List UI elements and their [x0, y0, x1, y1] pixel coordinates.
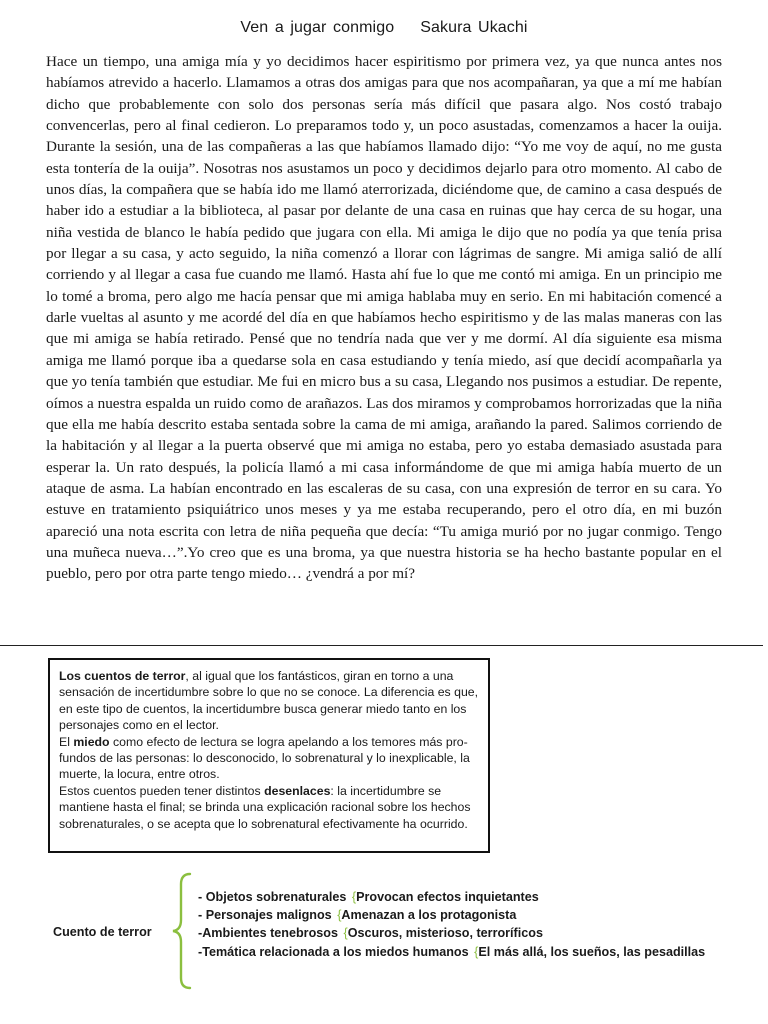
- scheme-item-description: Provocan efectos inquietantes: [356, 890, 539, 904]
- mini-brace-icon: {: [351, 890, 357, 904]
- scheme-item-prefix: -: [198, 908, 206, 923]
- curly-brace-icon: [170, 872, 203, 990]
- definition-paragraph-1: [59, 668, 481, 734]
- document-title: [0, 19, 768, 37]
- mini-brace-icon: {: [343, 926, 348, 941]
- mini-brace-icon: {: [337, 908, 342, 923]
- scheme-item-category: Objetos sobrenaturales: [205, 890, 347, 904]
- scheme-list: [198, 888, 705, 961]
- definition-paragraph-3: [59, 783, 481, 832]
- scheme-item: [198, 924, 705, 942]
- scheme-item-prefix: -: [198, 944, 203, 959]
- scheme-item-category: Personajes malignos: [205, 908, 332, 923]
- scheme-item-category: Temática relacionada a los miedos humanos: [202, 944, 469, 959]
- story-author: Sakura Ukachi: [420, 19, 528, 36]
- scheme-item-description: Oscuros, misterioso, terroríficos: [347, 926, 543, 941]
- definition-text-2: como efecto de lectura se logra apelando a los temores más pro-fundos de las personas: lo desconocido, lo sobrenatural y lo inexplicable, la muerte, la locura, entre otros.: [59, 734, 470, 782]
- mini-brace-icon: {: [474, 944, 479, 959]
- scheme-item-prefix: -: [198, 926, 203, 941]
- story-text: Hace un tiempo, una amiga mía y yo decidimos hacer espiritismo por primera vez, ya que nunca antes nos habíamos atrevido a hacerlo. Llamamos a otras dos amigas para que nos acompañaran, ya que a mí me habían dicho que probablemente con solo dos personas sería más difícil que pasara algo. Nos costó trabajo convencerlas, pero al final cedieron. Lo preparamos todo y, un poco asustadas, comenzamos a hacer la ouija. Durante la sesión, una de las compañeras a las que habíamos llamado dijo: “Yo me voy de aquí, no me gusta esta tontería de la ouija”. Nosotras nos asustamos un poco y decidimos dejarlo para otro momento. Al cabo de unos días, la compañera que se había ido me llamó aterrorizada, diciéndome que, de camino a casa después de haber ido a estudiar a la biblioteca, al pasar por delante de una casa en ruinas que hay cerca de su hogar, una niña vestida de blanco le había pedido que jugara con ella. Mi amiga le dijo que no podía ya que tenía prisa por llegar a su casa, y acto seguido, la niña comenzó a llorar con lágrimas de sangre. Mi amiga salió de allí corriendo y al llegar a casa fue cuando me llamó. Hasta ahí fue lo que me contó mi amiga. En un principio me lo tomé a broma, pero algo me hacía pensar que mi amiga hablaba muy en serio. En mi habitación comencé a darle vueltas al asunto y me acordé del día en que habíamos hecho espiritismo y de las malas maneras con las que mi amiga se había retirado. Pensé que no tendría nada que ver y me dormí. Al día siguiente esa misma amiga me llamó porque iba a quedarse sola en casa estudiando y tenía miedo, así que decidí acompañarla ya que yo tenía también que estudiar. Me fui en micro bus a su casa, Llegando nos pusimos a estudiar. De repente, oímos a nuestra espalda un ruido como de arañazos. Las dos miramos y comprobamos horrorizadas que la niña que ella me había descrito estaba sentada sobre la cama de mi amiga, arañando la pared. Salimos corriendo de la habitación y al llegar a la puerta observé que mi amiga no estaba, pero yo estaba demasiado asustada para esperar la. Un rato después, la policía llamó a mi casa informándome de que mi amiga había muerto de un ataque de asma. La habían encontrado en las escaleras de su casa, con una expresión de terror en su cara. Yo estuve en tratamiento psiquiátrico unos meses y ya me estaba recuperando, pero el otro día, en mi buzón apareció una nota escrita con letra de niña pequeña que decía: “Tu amiga murió por no jugar conmigo. Tengo una muñeca nueva…”.Yo creo que es una broma, ya que nuestra historia se ha hecho bastante popular en el pueblo, pero por otra parte tengo miedo… ¿vendrá a por mí?: [46, 53, 722, 583]
- definition-term-endings: desenlaces: [264, 783, 331, 798]
- scheme-item: [198, 906, 705, 924]
- definition-term-fear: miedo: [73, 734, 110, 749]
- scheme-item-description: Amenazan a los protagonista: [341, 908, 517, 923]
- definition-paragraph-2: [59, 734, 481, 783]
- scheme-item: [198, 888, 705, 906]
- story-title: Ven a jugar conmigo: [240, 19, 395, 36]
- definition-box: [48, 658, 490, 853]
- definition-text-1: , al igual que los fantásticos, giran en torno a una sensación de incertidumbre sobre lo que no se conoce. La diferencia es que, en este tipo de cuentos, la incertidumbre busca generar miedo tanto en los personajes como en el lector.: [59, 669, 479, 733]
- section-divider: [0, 645, 763, 646]
- scheme-item-description: El más allá, los sueños, las pesadillas: [478, 944, 706, 959]
- definition-text-3: : la incertidumbre se mantiene hasta el final; se brinda una explicación racional sobre los hechos sobrenaturales, o se acepta que lo sobrenatural efectivamente ha ocurrido.: [59, 783, 471, 831]
- definition-pre-3: Estos cuentos pueden tener distintos: [59, 783, 265, 798]
- scheme-item: [198, 943, 705, 961]
- definition-term-horror-stories: Los cuentos de terror: [59, 669, 186, 683]
- scheme-item-prefix: -: [198, 890, 206, 904]
- scheme-item-category: Ambientes tenebrosos: [202, 926, 338, 941]
- scheme-label: Cuento de terror: [53, 925, 152, 939]
- definition-pre-2: El: [59, 734, 74, 749]
